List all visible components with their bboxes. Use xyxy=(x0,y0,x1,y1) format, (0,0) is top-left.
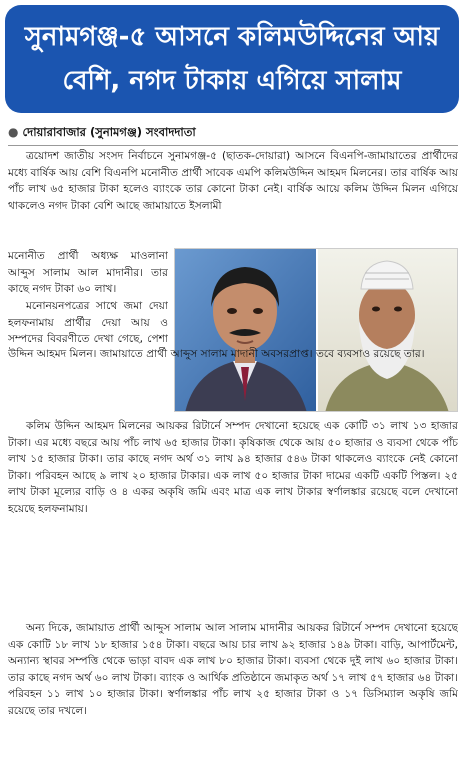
paragraph-2: উদ্দিন আহমদ মিলন। জামায়াতে প্রার্থী আব্দুস সালাম মাদানী অবসরপ্রাপ্ত। তবে ব্যবসাও রয়েছে তার। xyxy=(8,348,425,360)
paragraph-4: অন্য দিকে, জামায়াত প্রার্থী আব্দুস সালাম আল সালাম মাদানীর আয়কর রিটার্নে সম্পদ দেখানো হয়েছে এক কোটি ১৮ লাখ ১৮ হাজার ১৫৪ টাকা। বছরে আয় চার লাখ ৯২ হাজার ১৪৯ টাকা। বাড়ি, আপার্টমেন্ট, অন্যান্য স্থাবর সম্পত্তি থেকে ভাড়া বাবদ এক লাখ ৮০ হাজার টাকা। ব্যবসা থেকে দুই লাখ ৬০ হাজার টাকা। তার কাছে নগদ অর্থ ৬০ লাখ টাকা। ব্যাংক ও আর্থিক প্রতিষ্ঠানে জমাকৃত অর্থ ১৭ লাখ ৫৭ হাজার ৬৪ টাকা। পরিবহন ১১ লাখ ১০ হাজার টাকা। স্বর্ণালঙ্কার পাঁচ লাখ ২৫ হাজার টাকা ও ১৭ ডিসিম্যাল অকৃষি জমি রয়েছে তার দখলে। xyxy=(8,622,458,717)
headline-line-1: সুনামগঞ্জ-৫ আসনে কলিমউদ্দিনের আয় xyxy=(24,22,440,52)
headline-banner xyxy=(5,5,459,113)
bullet-icon: ● xyxy=(8,125,19,139)
paragraph-wrap-1: মনোনীত প্রার্থী অধ্যক্ষ মাওলানা আব্দুস সালাম আল মাদানীর। তার কাছে নগদ টাকা ৬০ লাখ। xyxy=(8,250,168,295)
byline-text: দোয়ারাবাজার (সুনামগঞ্জ) সংবাদদাতা xyxy=(22,125,196,139)
byline xyxy=(8,123,458,141)
paragraph-1: ত্রয়োদশ জাতীয় সংসদ নির্বাচনে সুনামগঞ্জ-৫ (ছাতক-দোয়ারা) আসনে বিএনপি-জামায়াতের প্রার্থীদের মধ্যে বার্ষিক আয় বেশি বিএনপি মনোনীত প্রার্থী সাবেক এমপি কলিমউদ্দিন আহমদ মিলনের। তার বার্ষিক আয় পাঁচ লাখ ৬৫ হাজার টাকা হলেও ব্যাংকে তার কোনো টাকা নেই। বার্ষিক আয়ে কলিম উদ্দিন মিলন এগিয়ে থাকলেও নগদ টাকা বেশি আছে জামায়াতে ইসলামী xyxy=(8,150,458,212)
paragraph-3: কলিম উদ্দিন আহমদ মিলনের আয়কর রিটার্নে সম্পদ দেখানো হয়েছে এক কোটি ৩১ লাখ ১৩ হাজার টাকা। এর মধ্যে বছরে আয় পাঁচ লাখ ৬৫ হাজার টাকা। কৃষিকাজ থেকে আয় ৫০ হাজার ও ব্যবসা থেকে পাঁচ লাখ ১৫ হাজার টাকা। তার কাছে নগদ অর্থ ৩১ লাখ ৯৪ হাজার ৫৪৬ টাকা থাকলেও ব্যাংকে নেই কোনো টাকা। পরিবহন আছে ৯ লাখ ২০ হাজার টাকার। এক লাখ ৫০ হাজার টাকা দামের একটি একটি পিস্তল। ২৫ লাখ টাকা মূল্যের বাড়ি ও ৪ একর অকৃষি জমি এবং মাত্র এক লাখ টাকার স্বর্ণালঙ্কার রয়েছে বলে দেখানো হয়েছে হলফনামায়। xyxy=(8,420,458,515)
headline-line-2: বেশি, নগদ টাকায় এগিয়ে সালাম xyxy=(62,66,402,96)
byline-divider xyxy=(8,145,458,146)
paragraph-wrap-2: মনোনয়নপত্রের সাথে জমা দেয়া হলফনামায় প্রার্থীর দেয়া আয় ও সম্পদের বিবরণীতে দেখা গেছে, পেশা xyxy=(8,300,168,345)
